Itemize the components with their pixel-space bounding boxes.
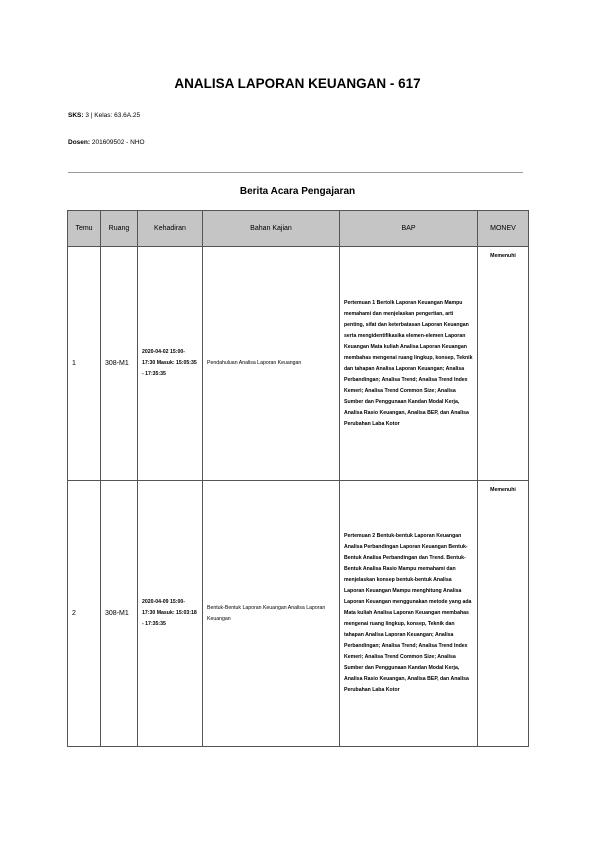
teaching-report-table [67,210,529,747]
column-header-monev: MONEV [478,211,529,247]
column-header-ruang: Ruang [101,211,138,247]
dosen-value: 201609502 - NHO [91,139,145,146]
column-header-bahan-kajian: Bahan Kajian [203,211,340,247]
cell-bahan-kajian: Bentuk-Bentuk Laporan Keuangan Analisa Laporan Keuangan [203,481,340,747]
section-title: Berita Acara Pengajaran [239,186,356,197]
lecturer-info [68,139,145,146]
cell-bahan-kajian: Pendahuluan Analisa Laporan Keuangan [203,247,340,481]
header-divider [68,172,523,173]
cell-kehadiran: 2020-04-02 15:00-17:30 Masuk: 15:05:35 - 17:35:35 [138,247,203,481]
column-header-bap: BAP [340,211,478,247]
cell-monev: Memenuhi [478,481,529,747]
table-row [68,481,529,747]
cell-kehadiran: 2020-04-09 15:00-17:30 Masuk: 15:03:18 - 17:35:35 [138,481,203,747]
cell-ruang: 308-M1 [101,481,138,747]
sks-label: SKS: [68,112,84,119]
course-info [68,112,140,119]
cell-monev: Memenuhi [478,247,529,481]
dosen-label: Dosen: [68,139,91,146]
sks-value: 3 | Kelas: 63.6A.25 [85,112,141,119]
page-title: ANALISA LAPORAN KEUANGAN - 617 [174,76,421,91]
column-header-kehadiran: Kehadiran [138,211,203,247]
column-header-temu: Temu [68,211,101,247]
table-header-row [68,211,529,247]
cell-bap: Pertemuan 2 Bentuk-bentuk Laporan Keuangan Analisa Perbandingan Laporan Keuangan Bentuk-Bentuk Analisa Perbandingan dan Trend. Bentuk-Bentuk Analisa Rasio Mampu memahami dan menjelaskan konsep bentuk-bentuk Analisa Laporan Keuangan Mampu menghitung Analisa Laporan Keuangan menggunakan metode yang ada Mata kuliah Analisa Laporan Keuangan membahas mengenai ruang lingkup, konsep, Teknik dan tahapan Analisa Laporan Keuangan; Analisa Perbandingan; Analisa Trend; Analisa Trend Index Kemeri; Analisa Trend Common Size; Analisa Sumber dan Penggunaan Kandan Modal Kerja, Analisa Rasio Keuangan, Analisa BEP, dan Analisa Perubahan Laba Kotor [340,481,478,747]
cell-bap: Pertemuan 1 Bertolk Laporan Keuangan Mampu memahami dan menjelaskan pengertian, arti penting, sifat dan keterbatasan Laporan Keuangan serta mengidentifikasika elemen-elemen Laporan Keuangan Mata kuliah Analisa Laporan Keuangan membahas mengenai ruang lingkup, konsep, Teknik dan tahapan Analisa Laporan Keuangan; Analisa Perbandingan; Analisa Trend; Analisa Trend Index Kemeri; Analisa Trend Common Size; Analisa Sumber dan Penggunaan Kandan Modal Kerja, Analisa Rasio Keuangan, Analisa BEP, dan Analisa Perubahan Laba Kotor [340,247,478,481]
cell-temu: 1 [68,247,101,481]
table-row [68,247,529,481]
cell-temu: 2 [68,481,101,747]
cell-ruang: 308-M1 [101,247,138,481]
